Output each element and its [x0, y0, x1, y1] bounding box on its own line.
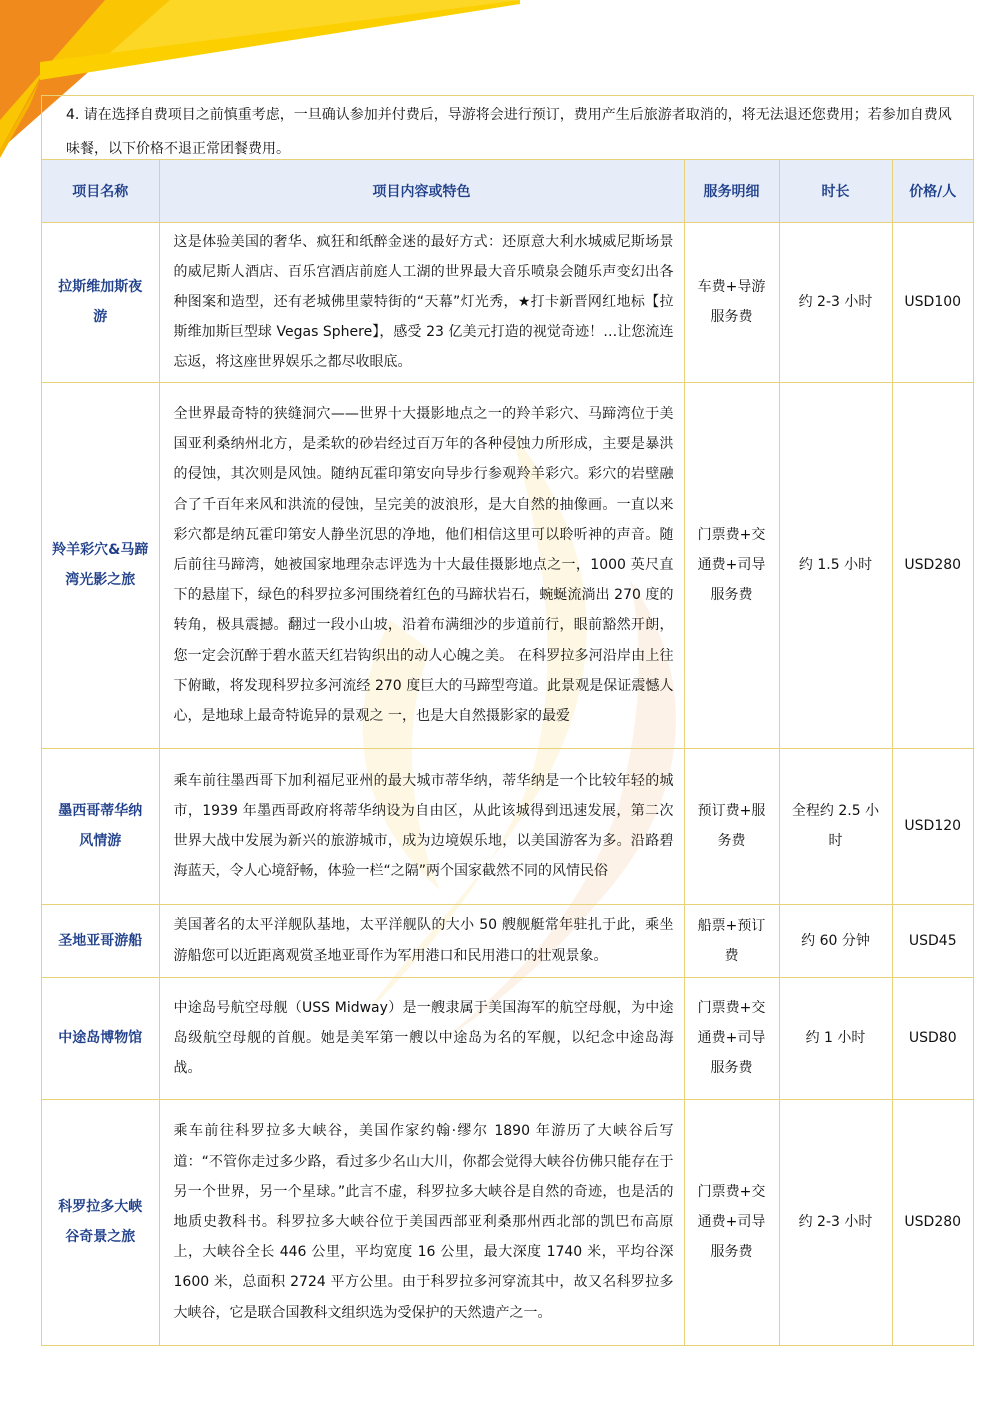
tour-description: 中途岛号航空母舰（USS Midway）是一艘隶属于美国海军的航空母舰，为中途岛级航空母舰的首舰。她是美军第一艘以中途岛为名的军舰，以纪念中途岛海战。	[159, 977, 684, 1099]
optional-tours-table	[42, 160, 973, 1346]
tour-name: 羚羊彩穴&马蹄湾光影之旅	[42, 382, 159, 748]
header-name: 项目名称	[42, 160, 159, 222]
header-duration: 时长	[779, 160, 892, 222]
table-header-row	[42, 160, 973, 222]
tour-price: USD100	[892, 222, 973, 382]
tour-price: USD280	[892, 382, 973, 748]
tour-service: 预订费+服务费	[684, 748, 779, 904]
tour-price: USD45	[892, 904, 973, 977]
table-row	[42, 977, 973, 1099]
table-row	[42, 222, 973, 382]
tour-duration: 约 1.5 小时	[779, 382, 892, 748]
header-price: 价格/人	[892, 160, 973, 222]
tour-duration: 约 1 小时	[779, 977, 892, 1099]
table-row	[42, 382, 973, 748]
notice-text: 4. 请在选择自费项目之前慎重考虑，一旦确认参加并付费后，导游将会进行预订，费用产生后旅游者取消的，将无法退还您费用；若参加自费风味餐，以下价格不退正常团餐费用。	[42, 96, 973, 160]
tour-service: 门票费+交通费+司导服务费	[684, 977, 779, 1099]
tour-description: 全世界最奇特的狭缝洞穴——世界十大摄影地点之一的羚羊彩穴、马蹄湾位于美国亚利桑纳州北方，是柔软的砂岩经过百万年的各种侵蚀力所形成，主要是暴洪的侵蚀，其次则是风蚀。随纳瓦霍印第安向导步行参观羚羊彩穴。彩穴的岩壁融合了千百年来风和洪流的侵蚀，呈完美的波浪形，是大自然的抽像画。一直以来彩穴都是纳瓦霍印第安人静坐沉思的净地，他们相信这里可以聆听神的声音。随后前往马蹄湾，她被国家地理杂志评选为十大最佳摄影地点之一，1000 英尺直下的悬崖下，绿色的科罗拉多河围绕着红色的马蹄状岩石，蜿蜒流淌出 270 度的转角，极具震撼。翻过一段小山坡，沿着布满细沙的步道前行，眼前豁然开朗，您一定会沉醉于碧水蓝天红岩钩织出的动人心魄之美。 在科罗拉多河沿岸由上往下俯瞰，将发现科罗拉多河流经 270 度巨大的马蹄型弯道。此景观是保证震憾人心，是地球上最奇特诡异的景观之 一，也是大自然摄影家的最爱	[159, 382, 684, 748]
tour-service: 门票费+交通费+司导服务费	[684, 1099, 779, 1345]
tour-price: USD280	[892, 1099, 973, 1345]
tour-name: 科罗拉多大峡谷奇景之旅	[42, 1099, 159, 1345]
fee-document	[41, 95, 974, 1346]
tour-description: 乘车前往科罗拉多大峡谷，美国作家约翰·缪尔 1890 年游历了大峡谷后写道：“不管你走过多少路，看过多少名山大川，你都会觉得大峡谷仿佛只能存在于另一个世界，另一个星球。”此言不虚，科罗拉多大峡谷是自然的奇迹，也是活的地质史教科书。科罗拉多大峡谷位于美国西部亚利桑那州西北部的凯巴布高原上，大峡谷全长 446 公里，平均宽度 16 公里，最大深度 1740 米，平均谷深 1600 米，总面积 2724 平方公里。由于科罗拉多河穿流其中，故又名科罗拉多大峡谷，它是联合国教科文组织选为受保护的天然遗产之一。	[159, 1099, 684, 1345]
tour-duration: 全程约 2.5 小时	[779, 748, 892, 904]
tour-name: 中途岛博物馆	[42, 977, 159, 1099]
tour-service: 门票费+交通费+司导服务费	[684, 382, 779, 748]
tour-description: 乘车前往墨西哥下加利福尼亚州的最大城市蒂华纳，蒂华纳是一个比较年轻的城市，1939 年墨西哥政府将蒂华纳设为自由区，从此该城得到迅速发展，第二次世界大战中发展为新兴的旅游城市，成为边境娱乐地，以美国游客为多。沿路碧海蓝天，令人心境舒畅，体验一栏“之隔”两个国家截然不同的风情民俗	[159, 748, 684, 904]
tour-service: 船票+预订费	[684, 904, 779, 977]
tour-price: USD80	[892, 977, 973, 1099]
tour-duration: 约 2-3 小时	[779, 1099, 892, 1345]
header-description: 项目内容或特色	[159, 160, 684, 222]
tour-duration: 约 60 分钟	[779, 904, 892, 977]
tour-name: 拉斯维加斯夜游	[42, 222, 159, 382]
tour-description: 这是体验美国的奢华、疯狂和纸醉金迷的最好方式：还原意大利水城威尼斯场景的威尼斯人酒店、百乐宫酒店前庭人工湖的世界最大音乐喷泉会随乐声变幻出各种图案和造型，还有老城佛里蒙特街的“天幕”灯光秀，★打卡新晋网红地标【拉斯维加斯巨型球 Vegas Sphere】，感受 23 亿美元打造的视觉奇迹！…让您流连忘返，将这座世界娱乐之都尽收眼底。	[159, 222, 684, 382]
tour-service: 车费+导游服务费	[684, 222, 779, 382]
tour-price: USD120	[892, 748, 973, 904]
table-row	[42, 1099, 973, 1345]
header-service: 服务明细	[684, 160, 779, 222]
tour-duration: 约 2-3 小时	[779, 222, 892, 382]
table-row	[42, 904, 973, 977]
table-row	[42, 748, 973, 904]
tour-name: 墨西哥蒂华纳风情游	[42, 748, 159, 904]
tour-name: 圣地亚哥游船	[42, 904, 159, 977]
tour-description: 美国著名的太平洋舰队基地，太平洋舰队的大小 50 艘舰艇常年驻扎于此，乘坐游船您可以近距离观赏圣地亚哥作为军用港口和民用港口的壮观景象。	[159, 904, 684, 977]
